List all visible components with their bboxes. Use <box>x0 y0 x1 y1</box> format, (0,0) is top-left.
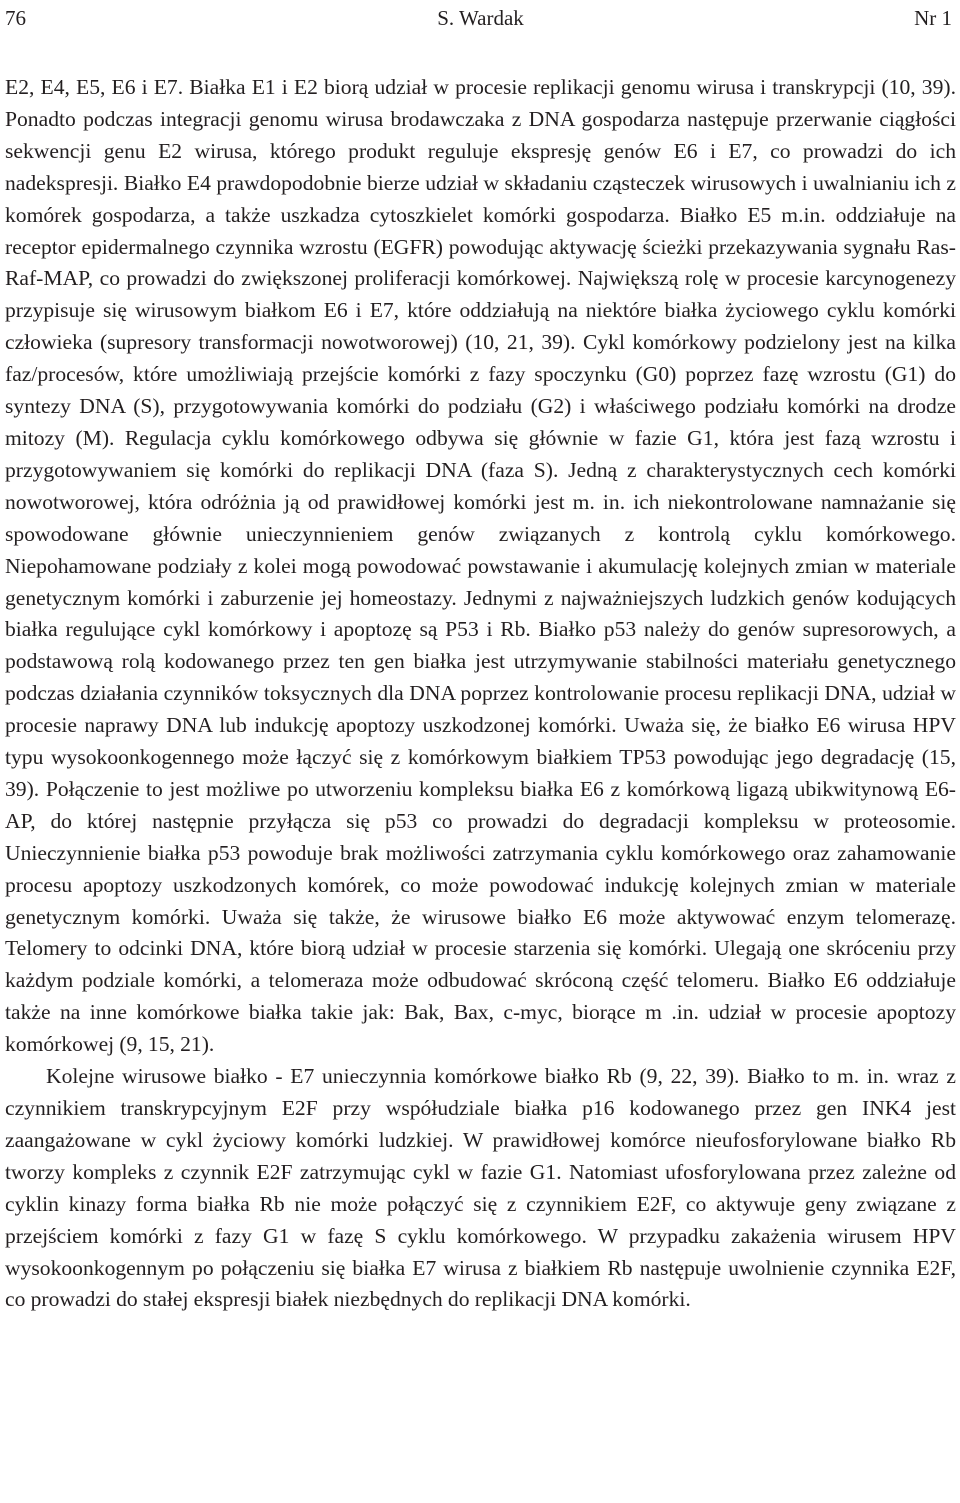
issue-number: Nr 1 <box>914 6 952 30</box>
running-author: S. Wardak <box>437 6 524 30</box>
body-text <box>5 72 956 1316</box>
running-header <box>5 0 956 36</box>
paragraph-hpv-proteins: E2, E4, E5, E6 i E7. Białka E1 i E2 biorą udział w procesie replikacji genomu wirusa i transkrypcji (10, 39). Ponadto podczas integracji genomu wirusa brodawczaka z DNA gospodarza następuje przerwanie ciągłości sekwencji genu E2 wirusa, którego produkt reguluje ekspresję genów E6 i E7, co prowadzi do ich nadekspresji. Białko E4 prawdopodobnie bierze udział w składaniu cząsteczek wirusowych i uwalnianiu ich z komórek gospodarza, a także uszkadza cytoszkielet komórki gospodarza. Białko E5 m.in. oddziałuje na receptor epidermalnego czynnika wzrostu (EGFR) powodując aktywację ścieżki przekazywania sygnału Ras-Raf-MAP, co prowadzi do zwiększonej proliferacji komórkowej. Największą rolę w procesie karcynogenezy przypisuje się wirusowym białkom E6 i E7, które oddziałują na niektóre białka życiowego cyklu komórki człowieka (supresory transformacji nowotworowej) (10, 21, 39). Cykl komórkowy podzielony jest na kilka faz/procesów, które umożliwiają przejście komórki z fazy spoczynku (G0) poprzez fazę wzrostu (G1) do syntezy DNA (S), przygotowywania komórki do podziału (G2) i właściwego podziału komórki na drodze mitozy (M). Regulacja cyklu komórkowego odbywa się głównie w fazie G1, która jest fazą wzrostu i przygotowywaniem się komórki do replikacji DNA (faza S). Jedną z charakterystycznych cech komórki nowotworowej, która odróżnia ją od prawidłowej komórki jest m. in. ich niekontrolowane namnażanie się spowodowane głównie unieczynnieniem genów związanych z kontrolą cyklu komórkowego. Niepohamowane podziały z kolei mogą powodować powstawanie i akumulację kolejnych zmian w materiale genetycznym komórki i zaburzenie jej homeostazy. Jednymi z najważniejszych ludzkich genów kodujących białka regulujące cykl komórkowy i apoptozę są P53 i Rb. Białko p53 należy do genów supresorowych, a podstawową rolą kodowanego przez ten gen białka jest utrzymywanie stabilności materiału genetycznego podczas działania czynników toksycznych dla DNA poprzez kontrolowanie procesu replikacji DNA, udział w procesie naprawy DNA lub indukcję apoptozy uszkodzonej komórki. Uważa się, że białko E6 wirusa HPV typu wysokoonkogennego może łączyć się z komórkowym białkiem TP53 powodując jego degradację (15, 39). Połączenie to jest możliwe po utworzeniu kompleksu białka E6 z komórkową ligazą ubikwitynową E6-AP, do której następnie przyłącza się p53 co prowadzi do degradacji kompleksu w proteosomie. Unieczynnienie białka p53 powoduje brak możliwości zatrzymania cyklu komórkowego oraz zahamowanie procesu apoptozy uszkodzonych komórek, co może powodować indukcję kolejnych zmian w materiale genetycznym komórki. Uważa się także, że wirusowe białko E6 może aktywować enzym telomerazę. Telomery to odcinki DNA, które biorą udział w procesie starzenia się komórki. Ulegają one skróceniu przy każdym podziale komórki, a telomeraza może odbudować skróconą część telomeru. Białko E6 oddziałuje także na inne komórkowe białka takie jak: Bak, Bax, c-myc, biorące m .in. udział w procesie apoptozy komórkowej (9, 15, 21). <box>5 75 956 1057</box>
paragraph-e7-rb: Kolejne wirusowe białko - E7 unieczynnia komórkowe białko Rb (9, 22, 39). Białko to m. in. wraz z czynnikiem transkrypcyjnym E2F przy współudziale białka p16 kodowanego przez gen INK4 jest zaangażowane w cykl życiowy komórki ludzkiej. W prawidłowej komórce nieufosforylowane białko Rb tworzy kompleks z czynnik E2F zatrzymując cykl w fazie G1. Natomiast ufosforylowana przez zależne od cyklin kinazy forma białka Rb nie może połączyć się z czynnikiem E2F, co aktywuje geny związane z przejściem komórki z fazy G1 w fazę S cyklu komórkowego. W przypadku zakażenia wirusem HPV wysokoonkogennym po połączeniu się białka E7 wirusa z białkiem Rb następuje uwolnienie czynnika E2F, co prowadzi do stałej ekspresji białek niezbędnych do replikacji DNA komórki. <box>5 1064 956 1312</box>
page-number: 76 <box>5 6 26 30</box>
